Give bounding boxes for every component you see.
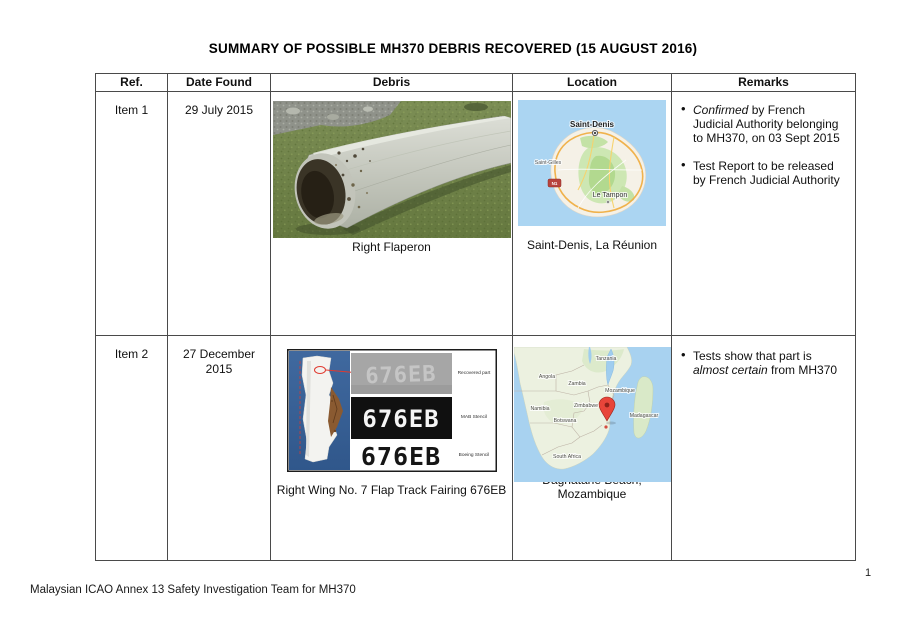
map-label-south-africa: South Africa <box>552 454 581 460</box>
row1-remarks-cell <box>672 92 856 336</box>
town-marker-icon <box>606 200 609 203</box>
map-label-madagascar: Madagascar <box>629 413 658 419</box>
column-header-debris: Debris <box>271 74 513 92</box>
remark-text: from MH370 <box>767 363 838 377</box>
remark-text: by French Judicial Authority belonging to MH370, on 03 Sept 2015 <box>693 103 840 145</box>
footer-text: Malaysian ICAO Annex 13 Safety Investigation Team for MH370 <box>30 584 356 596</box>
city-marker-dot <box>594 132 596 134</box>
flap-fairing-stencil-photo <box>287 349 497 472</box>
row2-date-found: 27 December 2015 <box>168 336 271 561</box>
row1-debris-caption: Right Flaperon <box>352 240 431 254</box>
page-title: SUMMARY OF POSSIBLE MH370 DEBRIS RECOVERED (15 AUGUST 2016) <box>208 41 698 56</box>
debris-summary-table <box>95 73 856 561</box>
map-label-botswana: Botswana <box>553 418 576 424</box>
svg-text:N1: N1 <box>551 181 558 186</box>
row2-debris-caption: Right Wing No. 7 Flap Track Fairing 676EB <box>276 483 507 497</box>
map-label-saint-denis: Saint-Denis <box>569 120 615 129</box>
map-label-saint-gilles: Saint-Gilles <box>534 160 562 166</box>
remark-bullet <box>680 103 848 145</box>
reunion-map <box>518 100 666 226</box>
map-label-zambia: Zambia <box>567 381 586 387</box>
page-number: 1 <box>864 567 872 579</box>
stencil-code-recovered: 676EB <box>364 361 437 390</box>
row1-date-found: 29 July 2015 <box>168 92 271 336</box>
map-label-tanzania: Tanzania <box>595 356 616 362</box>
map-label-zimbabwe: Zimbabwe <box>573 403 598 409</box>
remark-italic-text: almost certain <box>693 363 768 377</box>
row2-debris-cell <box>271 336 513 561</box>
map-label-namibia: Namibia <box>529 406 550 412</box>
mozambique-map <box>514 347 671 482</box>
column-header-ref: Ref. <box>96 74 168 92</box>
column-header-date-found: Date Found <box>168 74 271 92</box>
row2-location-cell <box>513 336 672 561</box>
map-label-mozambique: Mozambique <box>604 388 635 394</box>
stencil-label-recovered-part: Recovered part <box>457 371 490 376</box>
map-label-le-tampon: Le Tampon <box>592 192 628 199</box>
row1-debris-cell <box>271 92 513 336</box>
row1-location-caption: Saint-Denis, La Réunion <box>526 238 658 252</box>
remark-italic-text: Confirmed <box>693 103 749 117</box>
column-header-location: Location <box>513 74 672 92</box>
remark-text: Test Report to be released by French Judicial Authority <box>693 159 840 187</box>
remark-text: Tests show that part is <box>693 349 812 363</box>
remark-bullet <box>680 349 848 377</box>
row1-location-cell <box>513 92 672 336</box>
stencil-code-mab: 676EB <box>361 405 440 433</box>
stencil-label-boeing: Boeing Stencil <box>458 453 489 458</box>
column-header-remarks: Remarks <box>672 74 856 92</box>
row2-ref: Item 2 <box>96 336 168 561</box>
flaperon-photo <box>273 101 511 238</box>
remark-bullet <box>680 159 848 187</box>
stencil-label-mab: MAB Stencil <box>460 415 487 420</box>
location-caption-line2: Mozambique <box>557 487 627 501</box>
row1-ref: Item 1 <box>96 92 168 336</box>
road-badge <box>548 179 561 187</box>
stencil-code-boeing: 676EB <box>360 442 441 471</box>
map-label-angola: Angola <box>538 374 555 380</box>
row2-remarks-cell <box>672 336 856 561</box>
